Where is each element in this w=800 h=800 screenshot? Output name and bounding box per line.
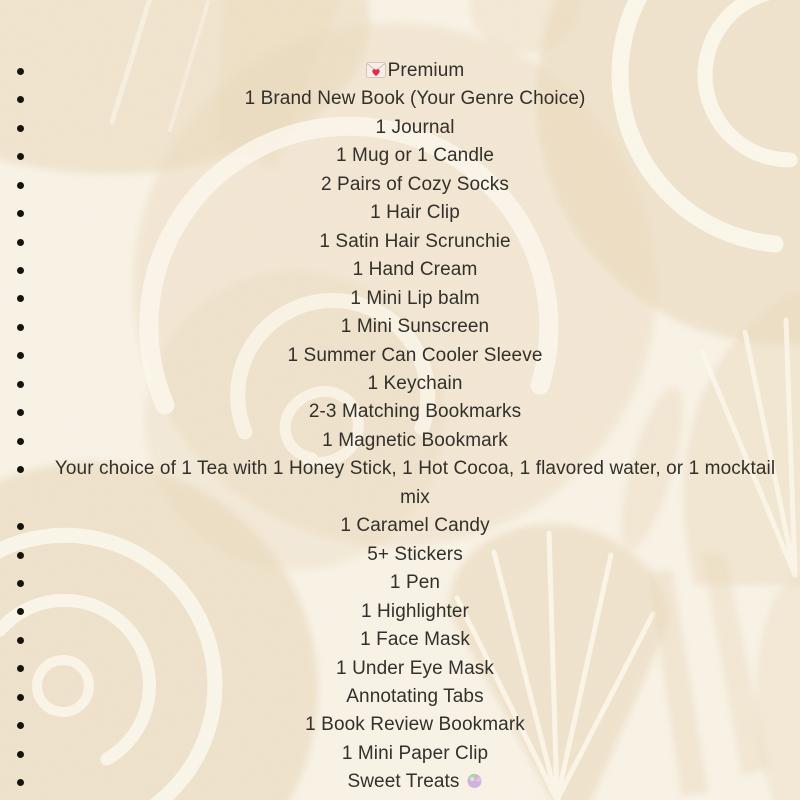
list-item-text: 1 Highlighter	[361, 600, 469, 622]
list-item	[38, 285, 792, 313]
list-item-text: 1 Mug or 1 Candle	[335, 145, 494, 167]
list-item	[38, 427, 792, 455]
list-item	[38, 711, 792, 739]
list-item	[38, 199, 792, 227]
list-item	[38, 683, 792, 711]
list-item-text: 2-3 Matching Bookmarks	[308, 401, 522, 423]
premium-box-contents-list	[0, 57, 800, 797]
list-item-text: Annotating Tabs	[346, 685, 484, 707]
list-item	[38, 313, 792, 341]
list-item	[38, 171, 792, 199]
list-item	[38, 512, 792, 540]
list-item	[38, 398, 792, 426]
bullet-icon	[17, 665, 24, 672]
bullet-icon	[17, 694, 24, 701]
list-item	[38, 114, 792, 142]
bullet-icon	[17, 182, 24, 189]
list-item-text: 1 Hand Cream	[352, 259, 478, 281]
list-item-text: 2 Pairs of Cozy Socks	[321, 173, 509, 195]
list-item	[38, 455, 792, 512]
bullet-icon	[17, 608, 24, 615]
list-item-text: 1 Face Mask	[360, 629, 470, 651]
bullet-icon	[17, 751, 24, 758]
list-item-text: 1 Brand New Book (Your Genre Choice)	[244, 88, 586, 110]
list-item-text: 5+ Stickers	[367, 543, 463, 565]
list-item-text: 1 Hair Clip	[370, 202, 460, 224]
list-item	[38, 655, 792, 683]
list-item	[38, 85, 792, 113]
list-item	[38, 370, 792, 398]
bullet-icon	[17, 381, 24, 388]
list-item-text: 1 Journal	[375, 116, 455, 138]
bullet-icon	[17, 438, 24, 445]
bullet-icon	[17, 580, 24, 587]
list-item-text: 1 Summer Can Cooler Sleeve	[287, 344, 543, 366]
bullet-icon	[17, 267, 24, 274]
list-item-text: 1 Mini Paper Clip	[341, 742, 489, 764]
list-item-text: 1 Pen	[389, 572, 441, 594]
list-item	[38, 342, 792, 370]
list-item	[38, 228, 792, 256]
list-item-text: Your choice of 1 Tea with 1 Honey Stick, 1 Hot Cocoa, 1 flavored water, or 1 mocktail mix	[54, 458, 776, 508]
bullet-icon	[17, 210, 24, 217]
bullet-icon	[17, 779, 24, 786]
list-item-text: 1 Caramel Candy	[340, 515, 490, 537]
list-item-text: 1 Book Review Bookmark	[305, 714, 525, 736]
list-item	[38, 541, 792, 569]
bullet-icon	[17, 239, 24, 246]
list-item-text: 1 Under Eye Mask	[336, 657, 494, 679]
list-item	[38, 569, 792, 597]
list-item	[38, 768, 792, 796]
love-letter-emoji	[366, 62, 386, 78]
list-item-text: 1 Magnetic Bookmark	[322, 429, 508, 451]
list-item-text: 1 Satin Hair Scrunchie	[319, 230, 511, 252]
bullet-icon	[17, 324, 24, 331]
list-item	[38, 57, 792, 85]
bullet-icon	[17, 523, 24, 530]
bullet-icon	[17, 409, 24, 416]
list-item	[38, 626, 792, 654]
bullet-icon	[17, 125, 24, 132]
list-item	[38, 256, 792, 284]
list-item-text: 1 Keychain	[367, 372, 463, 394]
list-item-text: Premium	[387, 60, 465, 81]
list-item	[38, 740, 792, 768]
bullet-icon	[17, 68, 24, 75]
bullet-icon	[17, 552, 24, 559]
bullet-icon	[17, 637, 24, 644]
list-item	[38, 142, 792, 170]
candy-emoji	[466, 772, 483, 789]
bullet-icon	[17, 295, 24, 302]
bullet-icon	[17, 96, 24, 103]
list-item-text: 1 Mini Sunscreen	[340, 316, 490, 338]
bullet-icon	[17, 722, 24, 729]
list-item-text: Sweet Treats	[347, 771, 460, 793]
bullet-icon	[17, 153, 24, 160]
bullet-icon	[17, 352, 24, 359]
bullet-icon	[17, 466, 24, 473]
list-item-text: 1 Mini Lip balm	[350, 287, 480, 309]
list-item	[38, 598, 792, 626]
